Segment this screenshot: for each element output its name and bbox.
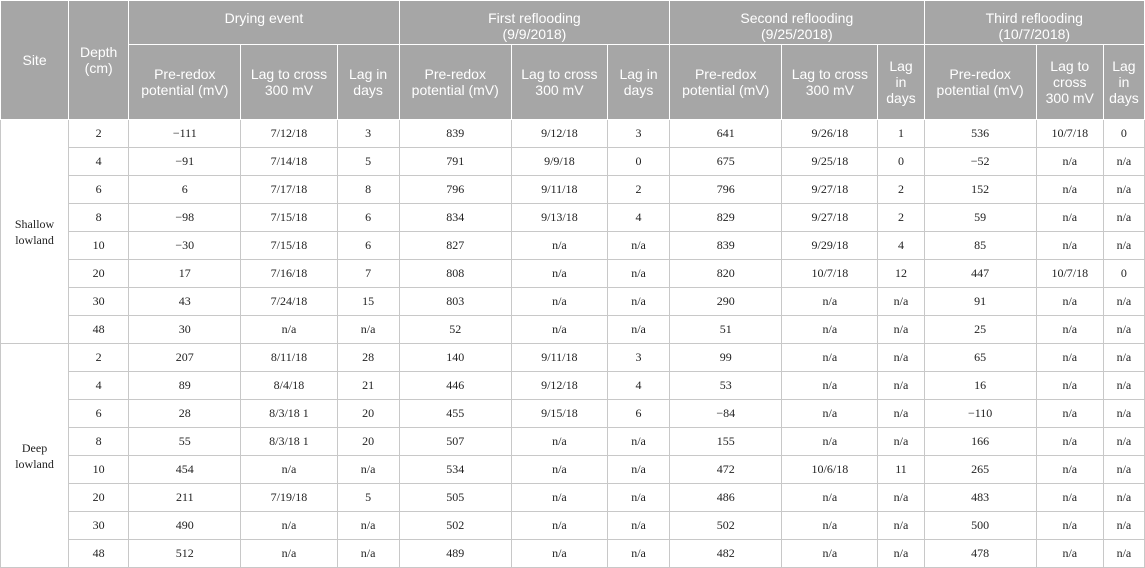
value-cell: 6 [337, 232, 399, 260]
value-cell: 490 [129, 512, 241, 540]
value-cell: n/a [1103, 372, 1144, 400]
depth-cell: 30 [69, 288, 129, 316]
value-cell: n/a [1103, 204, 1144, 232]
value-cell: n/a [878, 400, 924, 428]
value-cell: n/a [1103, 484, 1144, 512]
value-cell: 536 [924, 120, 1036, 148]
value-cell: 21 [337, 372, 399, 400]
value-cell: 9/26/18 [782, 120, 878, 148]
value-cell: 10/7/18 [1036, 260, 1103, 288]
value-cell: n/a [1036, 204, 1103, 232]
value-cell: 5 [337, 484, 399, 512]
value-cell: n/a [878, 288, 924, 316]
value-cell: 482 [670, 540, 782, 568]
value-cell: 455 [399, 400, 511, 428]
table-row [1, 428, 1145, 456]
table-row [1, 512, 1145, 540]
depth-cell: 8 [69, 204, 129, 232]
table-row [1, 316, 1145, 344]
value-cell: 675 [670, 148, 782, 176]
value-cell: 534 [399, 456, 511, 484]
value-cell: n/a [337, 316, 399, 344]
table-row [1, 484, 1145, 512]
value-cell: n/a [878, 316, 924, 344]
value-cell: n/a [337, 540, 399, 568]
value-cell: n/a [1036, 176, 1103, 204]
value-cell: n/a [1103, 232, 1144, 260]
value-cell: n/a [1103, 540, 1144, 568]
value-cell: n/a [878, 540, 924, 568]
value-cell: n/a [782, 288, 878, 316]
value-cell: 0 [607, 148, 669, 176]
value-cell: 500 [924, 512, 1036, 540]
value-cell: n/a [1036, 316, 1103, 344]
value-cell: 3 [607, 120, 669, 148]
depth-cell: 8 [69, 428, 129, 456]
value-cell: 502 [670, 512, 782, 540]
value-cell: n/a [782, 484, 878, 512]
table-row [1, 148, 1145, 176]
table-row [1, 540, 1145, 568]
value-cell: 8 [337, 176, 399, 204]
value-cell: n/a [241, 316, 337, 344]
value-cell: 155 [670, 428, 782, 456]
value-cell: 7/14/18 [241, 148, 337, 176]
value-cell: n/a [1103, 428, 1144, 456]
value-cell: n/a [1103, 148, 1144, 176]
value-cell: 483 [924, 484, 1036, 512]
value-cell: 140 [399, 344, 511, 372]
depth-cell: 48 [69, 540, 129, 568]
value-cell: 447 [924, 260, 1036, 288]
value-cell: 489 [399, 540, 511, 568]
value-cell: n/a [241, 540, 337, 568]
value-cell: 5 [337, 148, 399, 176]
value-cell: n/a [607, 512, 669, 540]
value-cell: 2 [878, 204, 924, 232]
value-cell: 803 [399, 288, 511, 316]
value-cell: 478 [924, 540, 1036, 568]
value-cell: 7/15/18 [241, 204, 337, 232]
depth-cell: 2 [69, 344, 129, 372]
value-cell: 52 [399, 316, 511, 344]
depth-cell: 48 [69, 316, 129, 344]
depth-cell: 30 [69, 512, 129, 540]
value-cell: 20 [337, 400, 399, 428]
value-cell: 6 [337, 204, 399, 232]
value-cell: 4 [878, 232, 924, 260]
value-cell: −91 [129, 148, 241, 176]
value-cell: n/a [782, 428, 878, 456]
value-cell: 808 [399, 260, 511, 288]
first-pre-redox-header: Pre-redox potential (mV) [399, 45, 511, 120]
value-cell: 53 [670, 372, 782, 400]
depth-cell: 20 [69, 260, 129, 288]
value-cell: 8/11/18 [241, 344, 337, 372]
value-cell: 7/16/18 [241, 260, 337, 288]
value-cell: 7/24/18 [241, 288, 337, 316]
value-cell: 8/3/18 1 [241, 428, 337, 456]
value-cell: n/a [1103, 316, 1144, 344]
value-cell: n/a [1036, 540, 1103, 568]
value-cell: n/a [878, 428, 924, 456]
value-cell: −98 [129, 204, 241, 232]
value-cell: 2 [878, 176, 924, 204]
value-cell: 502 [399, 512, 511, 540]
value-cell: 6 [129, 176, 241, 204]
second-reflooding-header: Second reflooding (9/25/2018) [670, 1, 924, 45]
value-cell: n/a [1103, 176, 1144, 204]
value-cell: −111 [129, 120, 241, 148]
value-cell: 4 [607, 204, 669, 232]
value-cell: n/a [1036, 232, 1103, 260]
table-row [1, 372, 1145, 400]
value-cell: n/a [511, 484, 607, 512]
value-cell: n/a [782, 540, 878, 568]
value-cell: 9/27/18 [782, 204, 878, 232]
value-cell: 89 [129, 372, 241, 400]
value-cell: 51 [670, 316, 782, 344]
value-cell: n/a [1036, 428, 1103, 456]
table-row [1, 288, 1145, 316]
value-cell: 59 [924, 204, 1036, 232]
table-row [1, 120, 1145, 148]
site-cell: Deep lowland [1, 344, 69, 568]
site-cell: Shallow lowland [1, 120, 69, 344]
value-cell: 507 [399, 428, 511, 456]
value-cell: n/a [1036, 344, 1103, 372]
value-cell: 3 [607, 344, 669, 372]
site-header: Site [1, 1, 69, 120]
value-cell: 85 [924, 232, 1036, 260]
drying-pre-redox-header: Pre-redox potential (mV) [129, 45, 241, 120]
drying-event-header: Drying event [129, 1, 399, 45]
table-row [1, 456, 1145, 484]
depth-cell: 2 [69, 120, 129, 148]
value-cell: n/a [1103, 456, 1144, 484]
value-cell: n/a [782, 316, 878, 344]
value-cell: n/a [241, 456, 337, 484]
value-cell: n/a [511, 456, 607, 484]
value-cell: 211 [129, 484, 241, 512]
value-cell: n/a [607, 288, 669, 316]
table-row [1, 400, 1145, 428]
value-cell: n/a [1036, 512, 1103, 540]
value-cell: 9/13/18 [511, 204, 607, 232]
table-row [1, 344, 1145, 372]
value-cell: 8/3/18 1 [241, 400, 337, 428]
second-pre-redox-header: Pre-redox potential (mV) [670, 45, 782, 120]
value-cell: 9/12/18 [511, 372, 607, 400]
second-lag-days-header: Lag in days [878, 45, 924, 120]
depth-cell: 6 [69, 176, 129, 204]
value-cell: 17 [129, 260, 241, 288]
value-cell: n/a [511, 260, 607, 288]
value-cell: n/a [1036, 400, 1103, 428]
third-reflooding-header: Third reflooding (10/7/2018) [924, 1, 1144, 45]
value-cell: 0 [1103, 260, 1144, 288]
value-cell: n/a [607, 316, 669, 344]
first-lag-days-header: Lag in days [607, 45, 669, 120]
value-cell: 820 [670, 260, 782, 288]
value-cell: 1 [878, 120, 924, 148]
value-cell: 290 [670, 288, 782, 316]
value-cell: 3 [337, 120, 399, 148]
value-cell: n/a [782, 372, 878, 400]
value-cell: 486 [670, 484, 782, 512]
value-cell: 265 [924, 456, 1036, 484]
value-cell: 55 [129, 428, 241, 456]
value-cell: n/a [607, 484, 669, 512]
value-cell: 152 [924, 176, 1036, 204]
value-cell: n/a [878, 484, 924, 512]
first-lag-cross-header: Lag to cross 300 mV [511, 45, 607, 120]
value-cell: 2 [607, 176, 669, 204]
table-row [1, 260, 1145, 288]
table-body [1, 120, 1145, 568]
depth-header: Depth (cm) [69, 1, 129, 120]
value-cell: 9/29/18 [782, 232, 878, 260]
value-cell: n/a [511, 428, 607, 456]
value-cell: n/a [1036, 484, 1103, 512]
value-cell: 207 [129, 344, 241, 372]
value-cell: 791 [399, 148, 511, 176]
value-cell: 7/12/18 [241, 120, 337, 148]
value-cell: 472 [670, 456, 782, 484]
table-row [1, 232, 1145, 260]
value-cell: n/a [1103, 344, 1144, 372]
value-cell: n/a [511, 512, 607, 540]
value-cell: 28 [129, 400, 241, 428]
table-row [1, 176, 1145, 204]
value-cell: 512 [129, 540, 241, 568]
value-cell: 839 [399, 120, 511, 148]
depth-cell: 10 [69, 456, 129, 484]
value-cell: 7/15/18 [241, 232, 337, 260]
value-cell: 43 [129, 288, 241, 316]
depth-cell: 4 [69, 148, 129, 176]
value-cell: −84 [670, 400, 782, 428]
value-cell: n/a [878, 344, 924, 372]
value-cell: 30 [129, 316, 241, 344]
value-cell: 25 [924, 316, 1036, 344]
value-cell: 4 [607, 372, 669, 400]
value-cell: 839 [670, 232, 782, 260]
value-cell: 16 [924, 372, 1036, 400]
value-cell: n/a [1036, 456, 1103, 484]
value-cell: n/a [337, 456, 399, 484]
value-cell: 12 [878, 260, 924, 288]
value-cell: n/a [241, 512, 337, 540]
value-cell: 796 [399, 176, 511, 204]
value-cell: 9/15/18 [511, 400, 607, 428]
value-cell: n/a [607, 232, 669, 260]
drying-lag-days-header: Lag in days [337, 45, 399, 120]
value-cell: 8/4/18 [241, 372, 337, 400]
depth-cell: 20 [69, 484, 129, 512]
value-cell: n/a [1103, 400, 1144, 428]
value-cell: 0 [878, 148, 924, 176]
value-cell: 166 [924, 428, 1036, 456]
value-cell: 446 [399, 372, 511, 400]
value-cell: n/a [782, 344, 878, 372]
value-cell: n/a [1036, 372, 1103, 400]
value-cell: n/a [607, 428, 669, 456]
depth-cell: 4 [69, 372, 129, 400]
value-cell: 28 [337, 344, 399, 372]
value-cell: n/a [1103, 512, 1144, 540]
value-cell: n/a [782, 400, 878, 428]
third-lag-cross-header: Lag to cross 300 mV [1036, 45, 1103, 120]
depth-cell: 10 [69, 232, 129, 260]
value-cell: n/a [1036, 288, 1103, 316]
value-cell: 7/19/18 [241, 484, 337, 512]
value-cell: 454 [129, 456, 241, 484]
value-cell: n/a [511, 540, 607, 568]
value-cell: 9/11/18 [511, 344, 607, 372]
value-cell: 9/9/18 [511, 148, 607, 176]
value-cell: n/a [511, 316, 607, 344]
third-lag-days-header: Lag in days [1103, 45, 1144, 120]
value-cell: 7 [337, 260, 399, 288]
value-cell: n/a [511, 232, 607, 260]
value-cell: 10/7/18 [1036, 120, 1103, 148]
drying-lag-cross-header: Lag to cross 300 mV [241, 45, 337, 120]
value-cell: 91 [924, 288, 1036, 316]
value-cell: 9/25/18 [782, 148, 878, 176]
value-cell: 9/11/18 [511, 176, 607, 204]
first-reflooding-header: First reflooding (9/9/2018) [399, 1, 669, 45]
value-cell: 834 [399, 204, 511, 232]
value-cell: 99 [670, 344, 782, 372]
second-lag-cross-header: Lag to cross 300 mV [782, 45, 878, 120]
value-cell: 0 [1103, 120, 1144, 148]
value-cell: n/a [1103, 288, 1144, 316]
value-cell: 9/27/18 [782, 176, 878, 204]
value-cell: 796 [670, 176, 782, 204]
table-row [1, 204, 1145, 232]
third-pre-redox-header: Pre-redox potential (mV) [924, 45, 1036, 120]
value-cell: 15 [337, 288, 399, 316]
value-cell: 9/12/18 [511, 120, 607, 148]
value-cell: 11 [878, 456, 924, 484]
value-cell: 641 [670, 120, 782, 148]
value-cell: n/a [607, 540, 669, 568]
value-cell: −30 [129, 232, 241, 260]
value-cell: n/a [878, 512, 924, 540]
value-cell: 827 [399, 232, 511, 260]
value-cell: 20 [337, 428, 399, 456]
value-cell: n/a [878, 372, 924, 400]
value-cell: 10/7/18 [782, 260, 878, 288]
value-cell: 7/17/18 [241, 176, 337, 204]
value-cell: n/a [337, 512, 399, 540]
value-cell: 65 [924, 344, 1036, 372]
value-cell: n/a [607, 260, 669, 288]
value-cell: n/a [782, 512, 878, 540]
value-cell: −110 [924, 400, 1036, 428]
value-cell: 6 [607, 400, 669, 428]
value-cell: n/a [511, 288, 607, 316]
value-cell: −52 [924, 148, 1036, 176]
value-cell: 10/6/18 [782, 456, 878, 484]
value-cell: 505 [399, 484, 511, 512]
value-cell: 829 [670, 204, 782, 232]
value-cell: n/a [1036, 148, 1103, 176]
depth-cell: 6 [69, 400, 129, 428]
value-cell: n/a [607, 456, 669, 484]
